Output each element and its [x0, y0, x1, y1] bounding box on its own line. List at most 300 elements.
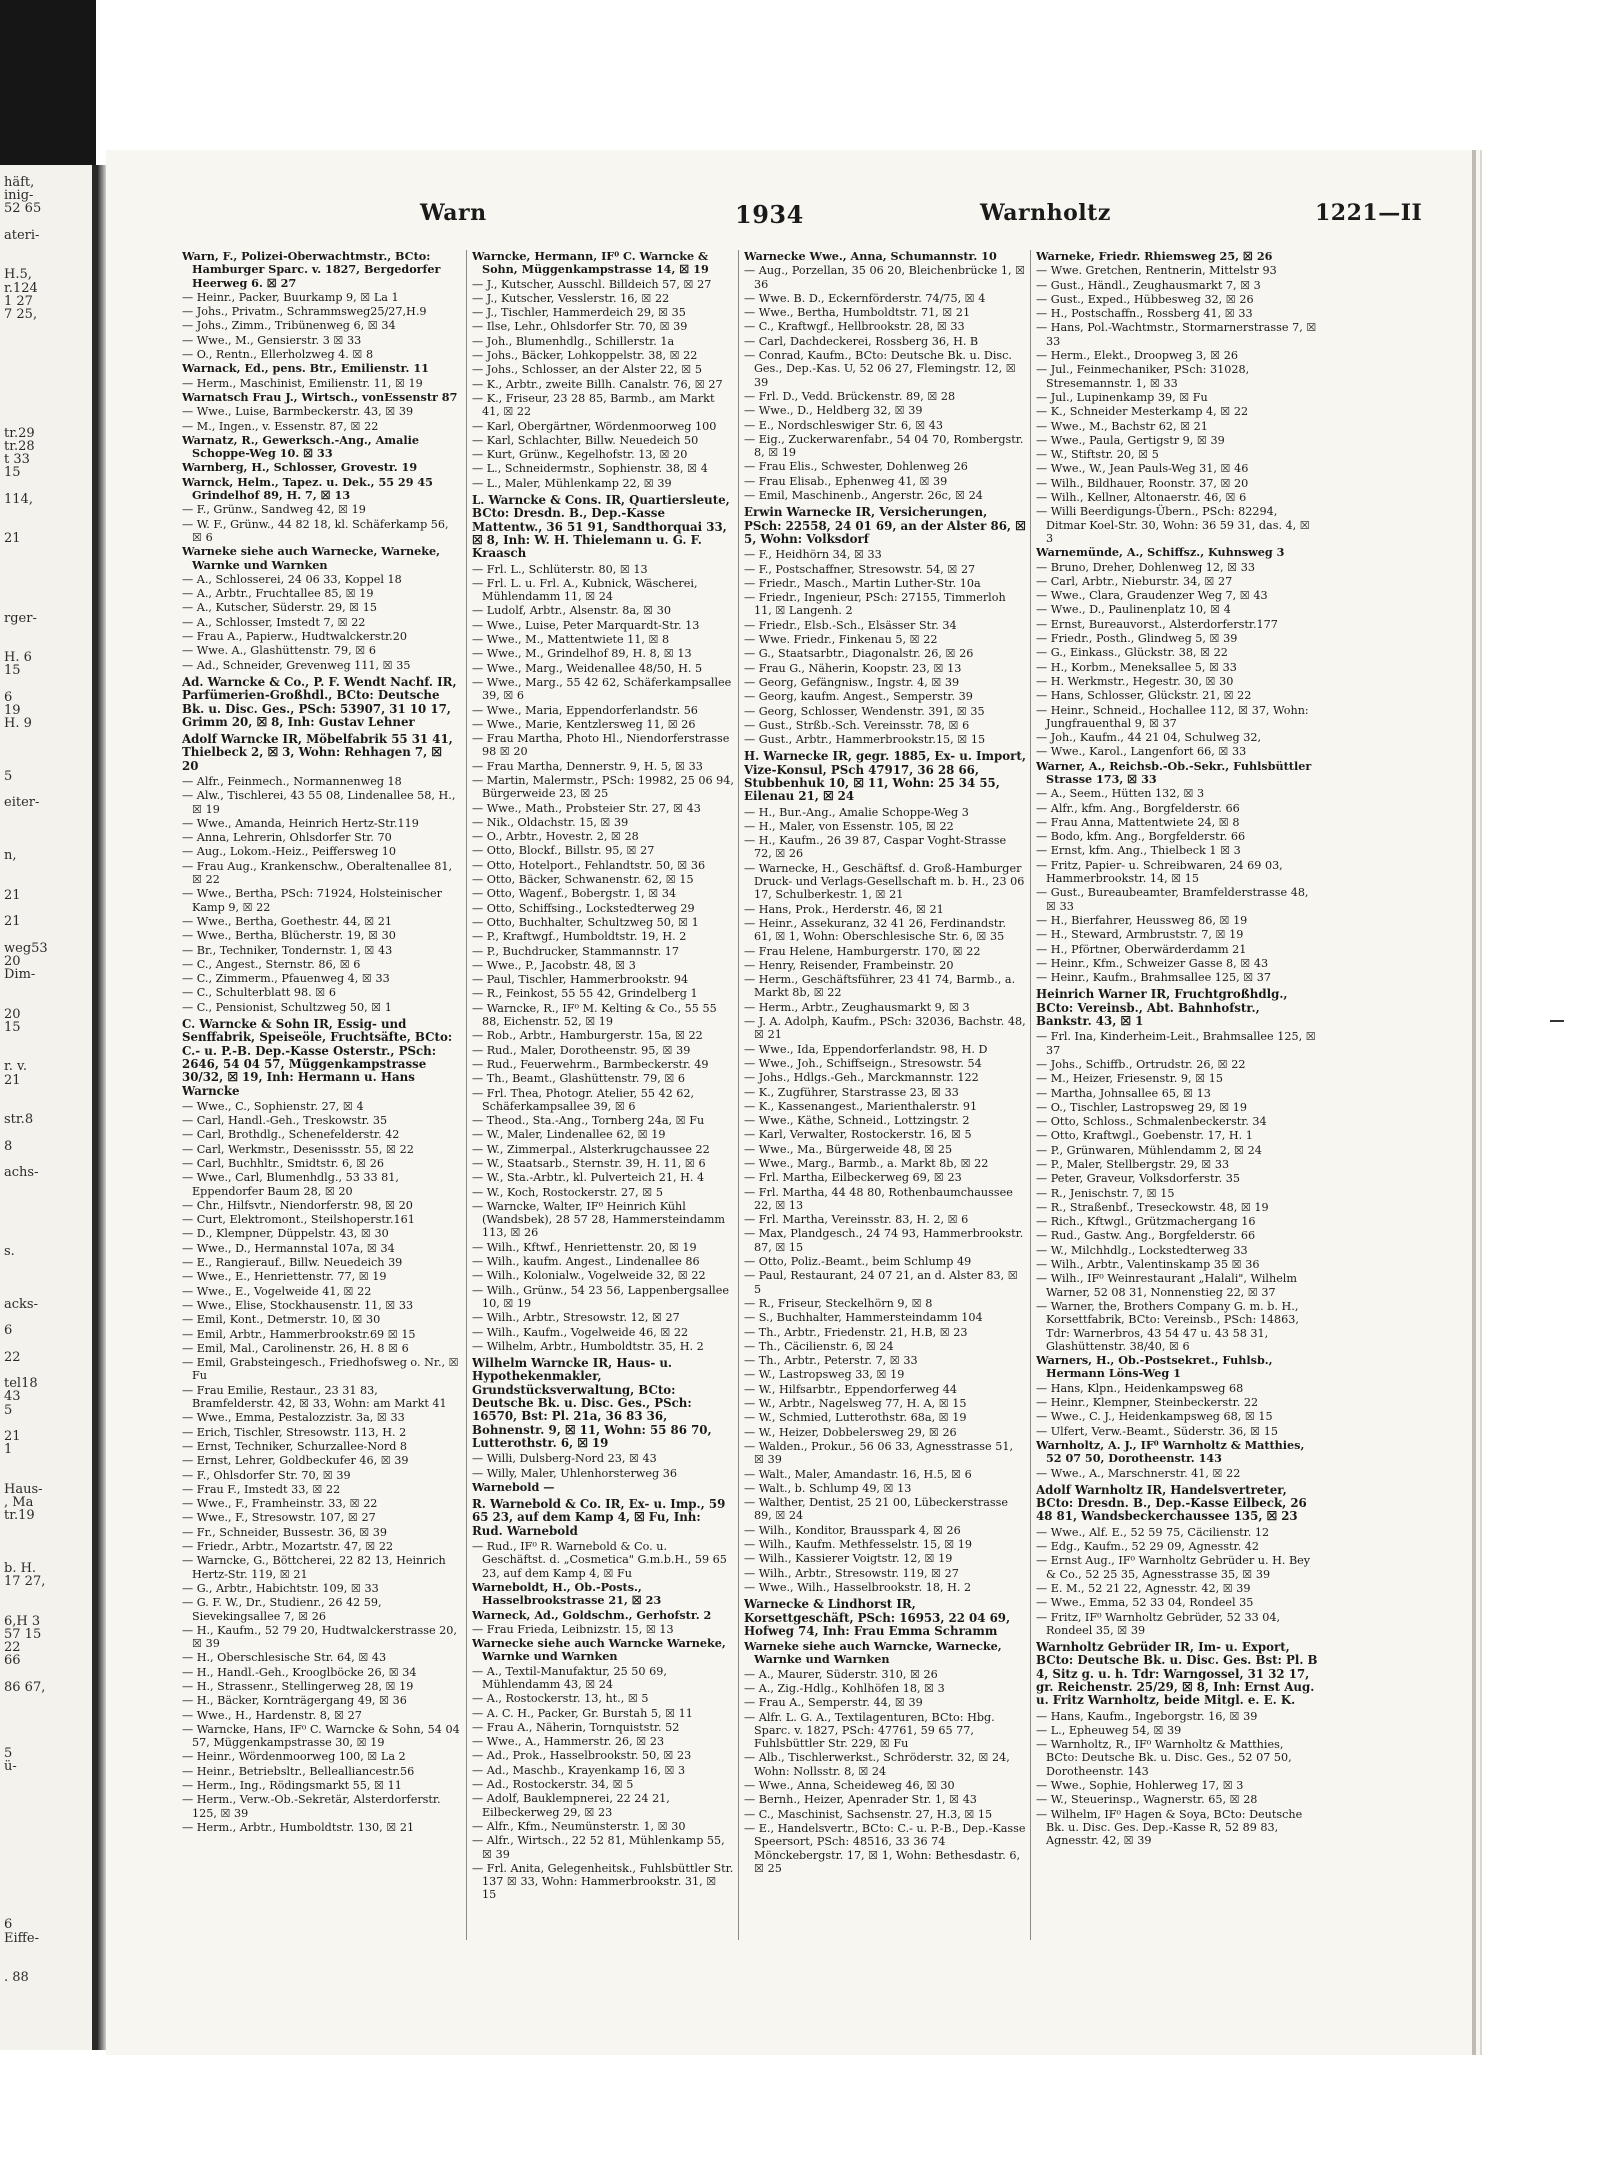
directory-entry: — L., Schneidermstr., Sophienstr. 38, ☒ 4	[472, 462, 708, 476]
directory-entry: — K., Friseur, 23 28 85, Barmb., am Markt 41, ☒ 22	[472, 391, 715, 419]
directory-entry: — Wwe., Maria, Eppendorferlandstr. 56	[472, 703, 698, 717]
facing-page-text: r.124	[4, 280, 38, 296]
directory-entry: — H., Postschaffn., Rossberg 41, ☒ 33	[1036, 307, 1253, 321]
directory-entry: — Willi, Dulsberg-Nord 23, ☒ 43	[472, 1452, 657, 1466]
directory-entry: — Rud., Gastw. Ang., Borgfelderstr. 66	[1036, 1229, 1256, 1243]
directory-entry: — Wwe., E., Henriettenstr. 77, ☒ 19	[182, 1270, 387, 1284]
facing-page-text: r. v.	[4, 1059, 27, 1075]
surname-heading-entry: Warneck, Ad., Goldschm., Gerhofstr. 2	[472, 1607, 712, 1622]
facing-page-text: 22	[4, 1640, 21, 1656]
directory-entry: — Wwe., Marg., Weidenallee 48/50, H. 5	[472, 661, 703, 675]
directory-entry: — A., Schlosserei, 24 06 33, Koppel 18	[182, 572, 402, 586]
directory-entry: — W., Staatsarb., Sternstr. 39, H. 11, ☒ 6	[472, 1157, 706, 1170]
directory-entry: — H., Oberschlesische Str. 64, ☒ 43	[182, 1651, 387, 1665]
directory-entry: — W., Hilfsarbtr., Eppendorferweg 44	[744, 1382, 958, 1396]
firm-entry: Wilhelm Warncke IR, Haus- u. Hypothekenmakler, Grundstücksverwaltung, BCto: Deutsche Bk. u. Disc. Ges., PSch: 16570, Bst: Pl. 21a, 36 83 36, Bohnenstr. 9, ☒ 11, Wohn: 55 86 70, Lutterothstr. 6, ☒ 19	[472, 1356, 712, 1450]
facing-page-text: 52 65	[4, 201, 42, 217]
surname-heading-entry: Warnack, Ed., pens. Btr., Emilienstr. 11	[182, 361, 429, 376]
facing-page-text: 19	[4, 703, 21, 718]
directory-entry: — M., Heizer, Friesenstr. 9, ☒ 15	[1036, 1072, 1223, 1086]
directory-entry: — Emil, Grabsteingesch., Friedhofsweg o. Nr., ☒ Fu	[182, 1356, 459, 1383]
directory-entry: — Emil, Arbtr., Hammerbrookstr.69 ☒ 15	[182, 1327, 416, 1341]
directory-entry: — K., Zugführer, Starstrasse 23, ☒ 33	[744, 1085, 959, 1099]
directory-entry: — Herm., Arbtr., Zeughausmarkt 9, ☒ 3	[744, 1000, 970, 1014]
directory-entry: — H., Steward, Armbruststr. 7, ☒ 19	[1036, 928, 1244, 942]
firm-entry: L. Warncke & Cons. IR, Quartiersleute, BCto: Dresdn. B., Dep.-Kasse Mattentw., 36 51 91, Sandthorquai 33, ☒ 8, Inh: W. H. Thielemann u. G. F. Kraasch	[472, 493, 730, 561]
directory-entry: — Rud., Maler, Dorotheenstr. 95, ☒ 39	[472, 1043, 691, 1057]
facing-page-text: str.8	[4, 1112, 34, 1128]
facing-page-text: rger-	[4, 610, 37, 626]
directory-entry: — P., Kraftwgf., Humboldtstr. 19, H. 2	[472, 930, 687, 944]
facing-page-text: 6	[4, 1323, 13, 1339]
header-right-word: Warnholtz	[980, 200, 1111, 226]
directory-entry: — Wwe., Emma, 52 33 04, Rondeel 35	[1036, 1596, 1254, 1610]
directory-entry: — Curt, Elektromont., Steilshoperstr.161	[182, 1213, 415, 1227]
directory-entry: — Wwe., Elise, Stockhausenstr. 11, ☒ 33	[182, 1298, 414, 1312]
directory-entry: — Gust., Exped., Hübbesweg 32, ☒ 26	[1036, 292, 1254, 306]
facing-page-text: acks-	[4, 1297, 38, 1312]
directory-entry: — Aug., Porzellan, 35 06 20, Bleichenbrücke 1, ☒ 36	[744, 264, 1026, 291]
directory-entry: — Heinr., Klempner, Steinbeckerstr. 22	[1036, 1396, 1259, 1410]
directory-entry: — G., Staatsarbtr., Diagonalstr. 26, ☒ 26	[744, 647, 974, 661]
surname-heading-entry: Warnholtz, A. J., ⅠF⁰ Warnholtz & Matthies, 52 07 50, Dorotheenstr. 143	[1036, 1437, 1305, 1466]
directory-entry: — Wilh., Arbtr., Valentinskamp 35 ☒ 36	[1036, 1258, 1260, 1272]
directory-entry: — Alw., Tischlerei, 43 55 08, Lindenallee 58, H., ☒ 19	[182, 789, 456, 816]
directory-entry: — R., Friseur, Steckelhörn 9, ☒ 8	[744, 1296, 933, 1310]
directory-entry: — Wwe., F., Stresowstr. 107, ☒ 27	[182, 1511, 376, 1525]
directory-entry: — Wilh., Kaufm. Methfesselstr. 15, ☒ 19	[744, 1538, 973, 1552]
directory-entry: — Otto, Schloss., Schmalenbeckerstr. 34	[1036, 1115, 1267, 1129]
directory-entry: — Ulfert, Verw.-Beamt., Süderstr. 36, ☒ 15	[1036, 1424, 1278, 1438]
facing-page-text: 8	[4, 1138, 13, 1154]
facing-page-text: weg53	[4, 940, 48, 956]
directory-entry: — Wwe., Amanda, Heinrich Hertz-Str.119	[182, 816, 419, 830]
directory-entry: — Jul., Lupinenkamp 39, ☒ Fu	[1036, 390, 1208, 404]
directory-entry: — D., Klempner, Düppelstr. 43, ☒ 30	[182, 1227, 389, 1241]
directory-entry: — Nik., Oldachstr. 15, ☒ 39	[472, 815, 629, 829]
directory-entry: — L., Maler, Mühlenkamp 22, ☒ 39	[472, 476, 672, 490]
directory-entry: — Wwe., Clara, Graudenzer Weg 7, ☒ 43	[1036, 589, 1268, 603]
directory-entry: — J., Kutscher, Ausschl. Billdeich 57, ☒ 27	[472, 277, 712, 291]
directory-entry: — Wwe., D., Paulinenplatz 10, ☒ 4	[1036, 603, 1231, 617]
directory-entry: — A. C. H., Packer, Gr. Burstah 5, ☒ 11	[472, 1706, 693, 1720]
surname-heading-entry: Warneke siehe auch Warnecke, Warneke, Warnke und Warnken	[182, 544, 440, 572]
directory-entry: — Frau Martha, Photo Hl., Niendorferstrasse 98 ☒ 20	[472, 732, 730, 759]
directory-entry: — Wilhelm, ⅠF⁰ Hagen & Soya, BCto: Deutsche Bk. u. Disc. Ges. Dep.-Kasse R, 52 89 83, Agnesstr. 42, ☒ 39	[1036, 1807, 1303, 1848]
directory-entry: — Wilh., Bildhauer, Roonstr. 37, ☒ 20	[1036, 476, 1249, 490]
directory-entry: — Wilh., Grünw., 54 23 56, Lappenbergsallee 10, ☒ 19	[472, 1283, 729, 1310]
header-page-number: 1221—II	[1315, 200, 1423, 226]
directory-entry: — Bernh., Heizer, Apenrader Str. 1, ☒ 43	[744, 1793, 977, 1807]
directory-entry: — Martin, Malermstr., PSch: 19982, 25 06 94, Bürgerweide 23, ☒ 25	[472, 773, 734, 801]
directory-entry: — Gust., Bureaubeamter, Bramfelderstrasse 48, ☒ 33	[1036, 886, 1309, 913]
facing-page-text: H. 6	[4, 650, 32, 666]
directory-entry: — W., Schmied, Lutterothstr. 68a, ☒ 19	[744, 1411, 967, 1425]
surname-heading-entry: Warnatz, R., Gewerksch.-Ang., Amalie Schoppe-Weg 10. ☒ 33	[182, 432, 419, 461]
directory-entry: — Gust., Strßb.-Sch. Vereinsstr. 78, ☒ 6	[744, 718, 970, 732]
directory-entry: — Heinr., Packer, Buurkamp 9, ☒ La 1	[182, 290, 399, 304]
surname-heading-entry: Warnck, Helm., Tapez. u. Dek., 55 29 45 Grindelhof 89, H. 7, ☒ 13	[182, 474, 433, 503]
directory-entry: — W. F., Grünw., 44 82 18, kl. Schäferkamp 56, ☒ 6	[182, 517, 449, 544]
directory-entry: — Eig., Zuckerwarenfabr., 54 04 70, Rombergstr. 8, ☒ 19	[744, 432, 1024, 460]
directory-entry: — Otto, Buchhalter, Schultzweg 50, ☒ 1	[472, 915, 699, 929]
directory-entry: — Erich, Tischler, Stresowstr. 113, H. 2	[182, 1425, 407, 1439]
directory-entry: — J. A. Adolph, Kaufm., PSch: 32036, Bachstr. 48, ☒ 21	[744, 1015, 1026, 1042]
facing-page-text: H. 9	[4, 716, 32, 732]
directory-entry: — Frau G., Näherin, Koopstr. 23, ☒ 13	[744, 661, 962, 675]
facing-page-text: 21	[4, 1072, 21, 1088]
directory-entry: — Bodo, kfm. Ang., Borgfelderstr. 66	[1036, 830, 1246, 844]
directory-entry: — Alfr., Wirtsch., 22 52 81, Mühlenkamp 55, ☒ 39	[472, 1834, 725, 1861]
directory-entry: — Wwe., E., Vogelweide 41, ☒ 22	[182, 1284, 372, 1298]
directory-entry: — Warncke, G., Böttcherei, 22 82 13, Heinrich Hertz-Str. 119, ☒ 21	[182, 1554, 446, 1581]
facing-page-text: tel18	[4, 1376, 38, 1392]
directory-entry: — Johs., Schlosser, an der Alster 22, ☒ 5	[472, 363, 702, 377]
directory-entry: — F., Ohlsdorfer Str. 70, ☒ 39	[182, 1468, 351, 1482]
facing-page-text: Haus-	[4, 1481, 43, 1497]
directory-entry: — Wwe., H., Hardenstr. 8, ☒ 27	[182, 1708, 362, 1722]
directory-entry: — Georg, Gefängnisw., Ingstr. 4, ☒ 39	[744, 675, 960, 689]
directory-entry: — Wwe., Marg., Barmb., a. Markt 8b, ☒ 22	[744, 1157, 989, 1170]
directory-entry: — Wwe., C., Sophienstr. 27, ☒ 4	[182, 1099, 364, 1113]
directory-entry: — Peter, Graveur, Volksdorferstr. 35	[1036, 1172, 1241, 1186]
directory-entry: — Warncke, Hans, ⅠF⁰ C. Warncke & Sohn, 54 04 57, Müggenkampstrasse 30, ☒ 19	[182, 1722, 460, 1750]
directory-entry: — A., Rostockerstr. 13, ht., ☒ 5	[472, 1692, 649, 1706]
directory-entry: — Wwe. B. D., Eckernförderstr. 74/75, ☒ 4	[744, 291, 986, 305]
directory-entry: — Wwe., Marie, Kentzlersweg 11, ☒ 26	[472, 717, 696, 731]
header-year: 1934	[735, 200, 804, 229]
directory-entry: — Joh., Blumenhdlg., Schillerstr. 1a	[472, 334, 675, 348]
directory-entry: — Heinr., Wördenmoorweg 100, ☒ La 2	[182, 1750, 406, 1764]
directory-entry: — Herm., Maschinist, Emilienstr. 11, ☒ 19	[182, 376, 423, 390]
firm-entry: H. Warnecke IR, gegr. 1885, Ex- u. Import, Vize-Konsul, PSch 47917, 36 28 66, Stubbenhuk 10, ☒ 11, Wohn: 25 34 55, Eilenau 21, ☒ 24	[744, 749, 1026, 804]
directory-entry: — A., Maurer, Süderstr. 310, ☒ 26	[744, 1667, 938, 1681]
directory-entry: — Wwe., Bertha, Humboldtstr. 71, ☒ 21	[744, 306, 971, 320]
directory-entry: — Paul, Tischler, Hammerbrookstr. 94	[472, 973, 689, 987]
directory-entry: — Wwe. Gretchen, Rentnerin, Mittelstr 93	[1036, 264, 1277, 278]
header-left-word: Warn	[420, 200, 487, 226]
column-rule	[738, 250, 739, 1940]
directory-entry: — Frau A., Papierw., Hudtwalckerstr.20	[182, 630, 407, 644]
directory-entry: — W., Koch, Rostockerstr. 27, ☒ 5	[472, 1185, 663, 1199]
directory-entry: — Carl, Arbtr., Nieburstr. 34, ☒ 27	[1036, 574, 1233, 588]
directory-entry: — Wwe., Bertha, Goethestr. 44, ☒ 21	[182, 914, 393, 928]
directory-entry: — H., Bierfahrer, Heussweg 86, ☒ 19	[1036, 913, 1248, 927]
directory-entry: — H., Strassenr., Stellingerweg 28, ☒ 19	[182, 1679, 414, 1693]
directory-entry: — Ad., Maschb., Krayenkamp 16, ☒ 3	[472, 1763, 686, 1777]
facing-page-text: eiter-	[4, 795, 40, 811]
directory-entry: — Ernst, Lehrer, Goldbeckufer 46, ☒ 39	[182, 1454, 409, 1468]
column-rule	[466, 250, 467, 1940]
surname-heading-entry: Warnecke Wwe., Anna, Schumannstr. 10	[744, 250, 997, 263]
directory-entry: — Th., Beamt., Glashüttenstr. 79, ☒ 6	[472, 1072, 686, 1086]
directory-entry: — Rud., Feuerwehrm., Barmbeckerstr. 49	[472, 1057, 709, 1071]
directory-entry: — Wwe., M., Bachstr 62, ☒ 21	[1036, 419, 1208, 433]
directory-entry: — K., Arbtr., zweite Billh. Canalstr. 76, ☒ 27	[472, 377, 723, 391]
firm-entry: Warnecke & Lindhorst IR, Korsettgeschäft, PSch: 16953, 22 04 69, Hofweg 74, Inh: Frau Emma Schramm	[744, 1597, 1011, 1638]
directory-entry: — Carl, Werkmstr., Desenissstr. 55, ☒ 22	[182, 1142, 414, 1156]
directory-entry: — Wwe., Ma., Bürgerweide 48, ☒ 25	[744, 1142, 953, 1156]
directory-entry: — Wilh., Arbtr., Stresowstr. 12, ☒ 27	[472, 1311, 680, 1325]
directory-entry: — Hans, Schlosser, Glückstr. 21, ☒ 22	[1036, 689, 1252, 703]
directory-entry: — Hans, Prok., Herderstr. 46, ☒ 21	[744, 902, 944, 916]
directory-entry: — Herm., Verw.-Ob.-Sekretär, Alsterdorferstr. 125, ☒ 39	[182, 1793, 441, 1820]
directory-entry: — Ludolf, Arbtr., Alsenstr. 8a, ☒ 30	[472, 604, 671, 618]
directory-entry: — Wwe., D., Hermannstal 107a, ☒ 34	[182, 1241, 395, 1255]
facing-page-text: 66	[4, 1653, 21, 1669]
directory-entry: — Emil, Kont., Detmerstr. 10, ☒ 30	[182, 1313, 381, 1327]
directory-entry: — Wilh., Arbtr., Stresowstr. 119, ☒ 27	[744, 1566, 959, 1580]
surname-heading-entry: Warneke, Friedr. Rhiemsweg 25, ☒ 26	[1036, 250, 1273, 263]
directory-entry: — Karl, Obergärtner, Wördenmoorweg 100	[472, 419, 717, 433]
directory-entry: — Wwe., C. J., Heidenkampsweg 68, ☒ 15	[1036, 1410, 1273, 1424]
facing-page-text: H.5,	[4, 267, 32, 283]
directory-entry: — Emil, Mal., Carolinenstr. 26, H. 8 ☒ 6	[182, 1341, 409, 1355]
directory-entry: — Frau Frieda, Leibnizstr. 15, ☒ 13	[472, 1622, 674, 1636]
firm-entry: R. Warnebold & Co. IR, Ex- u. Imp., 59 65 23, auf dem Kamp 4, ☒ Fu, Inh: Rud. Warnebold	[472, 1497, 726, 1538]
facing-page-text: 21	[4, 914, 21, 930]
directory-entry: — P., Buchdrucker, Stammannstr. 17	[472, 944, 680, 958]
directory-entry: — Th., Arbtr., Friedenstr. 21, H.B, ☒ 23	[744, 1325, 968, 1339]
directory-entry: — E., Handelsvertr., BCto: C.- u. P.-B., Dep.-Kasse Speersort, PSch: 48516, 33 36 74 Mönckebergstr. 17, ☒ 1, Wohn: Bethesdastr. 6, ☒ 25	[744, 1821, 1026, 1875]
directory-entry: — Johs., Schiffb., Ortrudstr. 26, ☒ 22	[1036, 1057, 1246, 1071]
facing-page-text: 15	[4, 1019, 21, 1035]
directory-entry: — A., Textil-Manufaktur, 25 50 69, Mühlendamm 43, ☒ 24	[472, 1664, 667, 1691]
directory-entry: — Alfr., kfm. Ang., Borgfelderstr. 66	[1036, 801, 1240, 815]
directory-entry: — Friedr., Elsb.-Sch., Elsässer Str. 34	[744, 618, 957, 632]
directory-entry: — Gust., Arbtr., Hammerbrookstr.15, ☒ 15	[744, 733, 986, 747]
directory-entry: — K., Kassenangest., Marienthalerstr. 91	[744, 1099, 978, 1113]
facing-page-text: 20	[4, 953, 21, 969]
surname-heading-entry: Warneboldt, H., Ob.-Posts., Hasselbrookstrasse 21, ☒ 23	[472, 1579, 662, 1608]
directory-entry: — W., Steuerinsp., Wagnerstr. 65, ☒ 28	[1036, 1793, 1258, 1807]
directory-entry: — Frl. Anita, Gelegenheitsk., Fuhlsbüttler Str. 137 ☒ 33, Wohn: Hammerbrookstr. 31, ☒ 15	[472, 1861, 734, 1902]
directory-entry: — R., Jenischstr. 7, ☒ 15	[1036, 1186, 1175, 1200]
directory-column-3	[744, 250, 1026, 1940]
directory-entry: — F., Postschaffner, Stresowstr. 54, ☒ 27	[744, 562, 976, 576]
directory-entry: — Fritz, Papier- u. Schreibwaren, 24 69 03, Hammerbrookstr. 14, ☒ 15	[1036, 858, 1283, 886]
directory-entry: — Frau Elis., Schwester, Dohlenweg 26	[744, 460, 968, 474]
directory-entry: — Frl. Martha, 44 48 80, Rothenbaumchaussee 22, ☒ 13	[744, 1185, 1013, 1212]
directory-entry: — Willi Beerdigungs-Übern., PSch: 82294, Ditmar Koel-Str. 30, Wohn: 36 59 31, das. 4, ☒ 3	[1036, 505, 1310, 545]
scan-mark	[1550, 1020, 1564, 1022]
directory-entry: — Ernst, Bureauvorst., Alsterdorferstr.177	[1036, 617, 1278, 631]
directory-entry: — H., Kaufm., 26 39 87, Caspar Voght-Strasse 72, ☒ 26	[744, 834, 1007, 861]
directory-entry: — Warner, the, Brothers Company G. m. b. H., Korsettfabrik, BCto: Vereinsb., PSch: 14863, Tdr: Warnerbros, 43 54 47 u. 43 58 31, Glashüttenstr. 38/40, ☒ 6	[1036, 1299, 1299, 1353]
directory-entry: — Frl. Thea, Photogr. Atelier, 55 42 62, Schäferkampsallee 39, ☒ 6	[472, 1086, 695, 1113]
directory-entry: — Frl. Ina, Kinderheim-Leit., Brahmsallee 125, ☒ 37	[1036, 1030, 1316, 1057]
firm-entry: Ad. Warncke & Co., P. F. Wendt Nachf. IR, Parfümerien-Großhdl., BCto: Deutsche Bk. u. Disc. Ges., PSch: 53907, 31 10 17, Grimm 20, ☒ 8, Inh: Gustav Lehner	[182, 674, 457, 729]
directory-entry: — Wwe., Math., Probsteier Str. 27, ☒ 43	[472, 801, 701, 815]
directory-entry: — Wwe., Marg., 55 42 62, Schäferkampsallee 39, ☒ 6	[472, 675, 732, 703]
directory-entry: — Henry, Reisender, Frambeinstr. 20	[744, 958, 954, 972]
directory-entry: — Friedr., Posth., Glindweg 5, ☒ 39	[1036, 632, 1238, 646]
facing-page-text: , Ma	[4, 1495, 34, 1510]
facing-page-text: n,	[4, 848, 17, 864]
directory-entry: — Friedr., Ingenieur, PSch: 27155, Timmerloh 11, ☒ Langenh. 2	[744, 591, 1006, 618]
directory-entry: — Wilh., Kaufm., Vogelweide 46, ☒ 22	[472, 1325, 689, 1339]
book-gutter	[98, 165, 106, 2050]
directory-entry: — Heinr., Assekuranz, 32 41 26, Ferdinandstr. 61, ☒ 1, Wohn: Oberschlesische Str. 6, ☒ 35	[744, 916, 1007, 944]
directory-entry: — Rob., Arbtr., Hamburgerstr. 15a, ☒ 22	[472, 1029, 703, 1043]
directory-entry: — F., Grünw., Sandweg 42, ☒ 19	[182, 503, 366, 517]
directory-entry: — Wwe., M., Mattentwiete 11, ☒ 8	[472, 633, 670, 647]
directory-entry: — Frl. L. u. Frl. A., Kubnick, Wäscherei, Mühlendamm 11, ☒ 24	[472, 576, 698, 604]
facing-page-text: Eiffe-	[4, 1930, 39, 1946]
facing-page-text: Dim-	[4, 967, 36, 982]
facing-page-text: 20	[4, 1006, 21, 1022]
directory-entry: — Wwe., A., Hammerstr. 26, ☒ 23	[472, 1735, 665, 1749]
directory-entry: — Herm., Arbtr., Humboldtstr. 130, ☒ 21	[182, 1820, 415, 1834]
directory-entry: — Frl. L., Schlüterstr. 80, ☒ 13	[472, 562, 648, 576]
directory-entry: — A., Seem., Hütten 132, ☒ 3	[1036, 787, 1205, 801]
directory-entry: — Wwe., Bertha, PSch: 71924, Holsteinischer Kamp 9, ☒ 22	[182, 887, 442, 914]
directory-entry: — Frau Emilie, Restaur., 23 31 83, Bramfelderstr. 42, ☒ 33, Wohn: am Markt 41	[182, 1383, 447, 1411]
directory-entry: — C., Pensionist, Schultzweg 50, ☒ 1	[182, 1000, 392, 1014]
directory-entry: — Otto, Blockf., Billstr. 95, ☒ 27	[472, 844, 655, 858]
directory-entry: — Wwe. Friedr., Finkenau 5, ☒ 22	[744, 633, 938, 647]
directory-entry: — C., Maschinist, Sachsenstr. 27, H.3, ☒ 15	[744, 1807, 993, 1821]
directory-entry: — A., Arbtr., Fruchtallee 85, ☒ 19	[182, 587, 374, 601]
directory-column-1	[182, 250, 462, 1940]
directory-entry: — L., Epheuweg 54, ☒ 39	[1036, 1723, 1182, 1737]
directory-entry: — K., Schneider Mesterkamp 4, ☒ 22	[1036, 405, 1249, 419]
firm-entry: Adolf Warnholtz IR, Handelsvertreter, BCto: Dresdn. B., Dep.-Kasse Eilbeck, 26 48 81, Wandsbeckerchaussee 135, ☒ 23	[1036, 1482, 1307, 1524]
directory-entry: — F., Heidhörn 34, ☒ 33	[744, 548, 882, 562]
directory-entry: — Friedr., Arbtr., Mozartstr. 47, ☒ 22	[182, 1540, 394, 1554]
directory-entry: — Wwe., Sophie, Hohlerweg 17, ☒ 3	[1036, 1779, 1244, 1793]
directory-entry: — C., Schulterblatt 98. ☒ 6	[182, 986, 336, 1000]
directory-entry: — O., Tischler, Lastropsweg 29, ☒ 19	[1036, 1100, 1248, 1114]
directory-entry: — Frau Martha, Dennerstr. 9, H. 5, ☒ 33	[472, 759, 703, 773]
facing-page-text: 7 25,	[4, 307, 38, 322]
firm-entry: Heinrich Warner IR, Fruchtgroßhdlg., BCto: Vereinsb., Abt. Bahnhofstr., Bankstr. 43, ☒ 1	[1036, 987, 1288, 1029]
directory-entry: — Joh., Kaufm., 44 21 04, Schulweg 32,	[1036, 731, 1262, 745]
directory-entry: — A., Kutscher, Süderstr. 29, ☒ 15	[182, 601, 378, 615]
directory-entry: — Wwe., Käthe, Schneid., Lottzingstr. 2	[744, 1114, 970, 1128]
directory-entry: — Alfr., Feinmech., Normannenweg 18	[182, 774, 402, 788]
directory-entry: — Otto, Poliz.-Beamt., beim Schlump 49	[744, 1255, 972, 1269]
directory-entry: — H., Handl.-Geh., Krooglböcke 26, ☒ 34	[182, 1665, 417, 1679]
directory-entry: — P., Grünwaren, Mühlendamm 2, ☒ 24	[1036, 1143, 1262, 1157]
facing-page-text: 5	[4, 769, 13, 784]
directory-entry: — Ernst Aug., ⅠF⁰ Warnholtz Gebrüder u. H. Bey & Co., 52 25 35, Agnesstrasse 35, ☒ 39	[1036, 1554, 1311, 1581]
directory-entry: — Warnholtz, R., ⅠF⁰ Warnholtz & Matthies, BCto: Deutsche Bk. u. Disc. Ges., 52 07 50, Dorotheenstr. 143	[1036, 1738, 1292, 1778]
directory-entry: — Warncke, Walter, ⅠF⁰ Heinrich Kühl (Wandsbek), 28 57 28, Hammersteindamm 113, ☒ 26	[472, 1199, 725, 1240]
directory-entry: — Wwe., M., Grindelhof 89, H. 8, ☒ 13	[472, 647, 692, 661]
surname-heading-entry: Warnecke siehe auch Warncke Warneke, Warnke und Warnken	[472, 1636, 726, 1664]
directory-entry: — W., Heizer, Dobbelersweg 29, ☒ 26	[744, 1425, 957, 1439]
directory-entry: — Willy, Maler, Uhlenhorsterweg 36	[472, 1466, 677, 1480]
directory-entry: — Chr., Hilfsvtr., Niendorferstr. 98, ☒ 20	[182, 1198, 413, 1212]
directory-entry: — Ernst, Techniker, Schurzallee-Nord 8	[182, 1439, 408, 1453]
firm-entry: C. Warncke & Sohn IR, Essig- und Senffabrik, Speiseöle, Fruchtsäfte, BCto: C.- u. P.-B. Dep.-Kasse Osterstr., PSch: 2646, 54 04 57, Müggenkampstrasse 30/32, ☒ 19, Inh: Hermann u. Hans Warncke	[182, 1017, 453, 1098]
directory-entry: — H., Pförtner, Oberwärderdamm 21	[1036, 942, 1247, 956]
directory-entry: — Ad., Schneider, Grevenweg 111, ☒ 35	[182, 658, 411, 672]
directory-entry: — Frau A., Näherin, Tornquiststr. 52	[472, 1720, 680, 1734]
facing-page-text: inig-	[4, 188, 34, 204]
directory-entry: — O., Rentn., Ellerholzweg 4. ☒ 8	[182, 348, 374, 362]
directory-entry: — Walden., Prokur., 56 06 33, Agnesstrasse 51, ☒ 39	[744, 1439, 1014, 1467]
directory-entry: — C., Kraftwgf., Hellbrookstr. 28, ☒ 33	[744, 320, 965, 334]
directory-entry: — Wwe., W., Jean Pauls-Weg 31, ☒ 46	[1036, 462, 1249, 476]
facing-page-text: tr.19	[4, 1508, 35, 1524]
directory-entry: — H., Maler, von Essenstr. 105, ☒ 22	[744, 819, 954, 833]
directory-entry: — Wilhelm, Arbtr., Humboldtstr. 35, H. 2	[472, 1339, 704, 1353]
directory-entry: — C., Angest., Sternstr. 86, ☒ 6	[182, 957, 361, 971]
directory-entry: — Adolf, Bauklempnerei, 22 24 21, Eilbeckerweg 29, ☒ 23	[472, 1792, 670, 1819]
column-rule	[1030, 250, 1031, 1940]
directory-entry: — Wilh., Kassierer Voigtstr. 12, ☒ 19	[744, 1552, 953, 1566]
directory-entry: — Paul, Restaurant, 24 07 21, an d. Alster 83, ☒ 5	[744, 1269, 1018, 1296]
directory-entry: — Rich., Kftwgl., Grützmachergang 16	[1036, 1215, 1256, 1229]
directory-entry: — Theod., Sta.-Ang., Tornberg 24a, ☒ Fu	[472, 1114, 705, 1128]
directory-entry: — E., Rangierauf., Billw. Neuedeich 39	[182, 1256, 403, 1270]
directory-entry: — Friedr., Masch., Martin Luther-Str. 10a	[744, 576, 981, 590]
directory-entry: — Frau Elisab., Ephenweg 41, ☒ 39	[744, 474, 948, 488]
directory-entry: — Walt., b. Schlump 49, ☒ 13	[744, 1481, 912, 1495]
facing-page-text: 1	[4, 1442, 13, 1458]
directory-entry: — A., Schlosser, Imstedt 7, ☒ 22	[182, 615, 366, 629]
directory-entry: — Ilse, Lehr., Ohlsdorfer Str. 70, ☒ 39	[472, 320, 688, 334]
directory-entry: — Warnecke, H., Geschäftsf. d. Groß-Hamburger Druck- und Verlags-Gesellschaft m. b. H., 23 06 17, Schulberkestr. 1, ☒ 21	[744, 861, 1025, 902]
directory-entry: — Wwe., Joh., Schiffseign., Stresowstr. 54	[744, 1056, 982, 1070]
directory-entry: — Karl, Verwalter, Rostockerstr. 16, ☒ 5	[744, 1128, 972, 1142]
directory-entry: — Herm., Geschäftsführer, 23 41 74, Barmb., a. Markt 8b, ☒ 22	[744, 973, 1016, 1000]
facing-page-text: 43	[4, 1389, 21, 1405]
directory-entry: — Wilh., Kolonialw., Vogelweide 32, ☒ 22	[472, 1269, 706, 1283]
surname-heading-entry: Warnemünde, A., Schiffsz., Kuhnsweg 3	[1036, 545, 1285, 560]
directory-entry: — Th., Cäcilienstr. 6, ☒ 24	[744, 1339, 894, 1353]
directory-entry: — Ad., Rostockerstr. 34, ☒ 5	[472, 1778, 634, 1792]
directory-entry: — Wilh., kaufm. Angest., Lindenallee 86	[472, 1255, 700, 1269]
directory-entry: — W., Milchhdlg., Lockstedterweg 33	[1036, 1243, 1248, 1257]
directory-entry: — P., Maler, Stellbergstr. 29, ☒ 33	[1036, 1158, 1230, 1171]
directory-entry: — Karl, Schlachter, Billw. Neuedeich 50	[472, 433, 699, 447]
directory-entry: — Gust., Händl., Zeughausmarkt 7, ☒ 3	[1036, 278, 1261, 292]
directory-entry: — Carl, Handl.-Geh., Treskowstr. 35	[182, 1114, 388, 1128]
firm-entry: Adolf Warncke IR, Möbelfabrik 55 31 41, Thielbeck 2, ☒ 3, Wohn: Rehhagen 7, ☒ 20	[182, 732, 453, 773]
directory-entry: — Heinr., Kaufm., Brahmsallee 125, ☒ 37	[1036, 971, 1272, 985]
directory-entry: — Max, Plandgesch., 24 74 93, Hammerbrookstr. 87, ☒ 15	[744, 1227, 1024, 1254]
directory-entry: — S., Buchhalter, Hammersteindamm 104	[744, 1311, 983, 1325]
directory-entry: — Heinr., Schneid., Hochallee 112, ☒ 37, Wohn: Jungfrauenthal 9, ☒ 37	[1036, 703, 1309, 730]
facing-page-text: häft,	[4, 175, 35, 190]
scan-dark-corner	[0, 0, 96, 165]
directory-entry: — Frau Aug., Krankenschw., Oberaltenallee 81, ☒ 22	[182, 859, 453, 887]
directory-entry: — Otto, Schiffsing., Lockstedterweg 29	[472, 901, 695, 915]
surname-heading-entry: Warners, H., Ob.-Postsekret., Fuhlsb., Hermann Löns-Weg 1	[1036, 1353, 1273, 1381]
directory-entry: — Wwe., F., Framheinstr. 33, ☒ 22	[182, 1497, 378, 1511]
directory-entry: — Herm., Ing., Rödingsmarkt 55, ☒ 11	[182, 1779, 402, 1793]
surname-heading-entry: Warneke siehe auch Warncke, Warnecke, Warnke und Warnken	[744, 1639, 1002, 1667]
directory-entry: — O., Arbtr., Hovestr. 2, ☒ 28	[472, 830, 639, 844]
directory-entry: — Johs., Privatm., Schrammsweg25/27,H.9	[182, 305, 427, 319]
directory-entry: — Otto, Bäcker, Schwanenstr. 62, ☒ 15	[472, 873, 694, 887]
directory-entry: — Conrad, Kaufm., BCto: Deutsche Bk. u. Disc. Ges., Dep.-Kas. U, 52 06 27, Flemingstr. 12, ☒ 39	[744, 349, 1016, 389]
directory-entry: — Wwe., P., Jacobstr. 48, ☒ 3	[472, 958, 636, 972]
directory-entry: — Wwe., M., Gensierstr. 3 ☒ 33	[182, 333, 362, 347]
facing-page-text: tr.28	[4, 439, 35, 454]
directory-entry: — Johs., Bäcker, Lohkoppelstr. 38, ☒ 22	[472, 349, 698, 363]
directory-entry: — Herm., Elekt., Droopweg 3, ☒ 26	[1036, 349, 1238, 363]
surname-heading-entry: Warncke, Hermann, ⅠF⁰ C. Warncke & Sohn, Müggenkampstrasse 14, ☒ 19	[472, 250, 709, 277]
directory-entry: — Wwe., Carl, Blumenhdlg., 53 33 81, Eppendorfer Baum 28, ☒ 20	[182, 1171, 399, 1198]
directory-entry: — Wwe., Luise, Barmbeckerstr. 43, ☒ 39	[182, 405, 414, 419]
directory-entry: — H., Bäcker, Kornträgergang 49, ☒ 36	[182, 1694, 407, 1708]
directory-entry: — Wwe., Luise, Peter Marquardt-Str. 13	[472, 618, 700, 632]
directory-entry: — J., Tischler, Hammerdeich 29, ☒ 35	[472, 306, 686, 320]
